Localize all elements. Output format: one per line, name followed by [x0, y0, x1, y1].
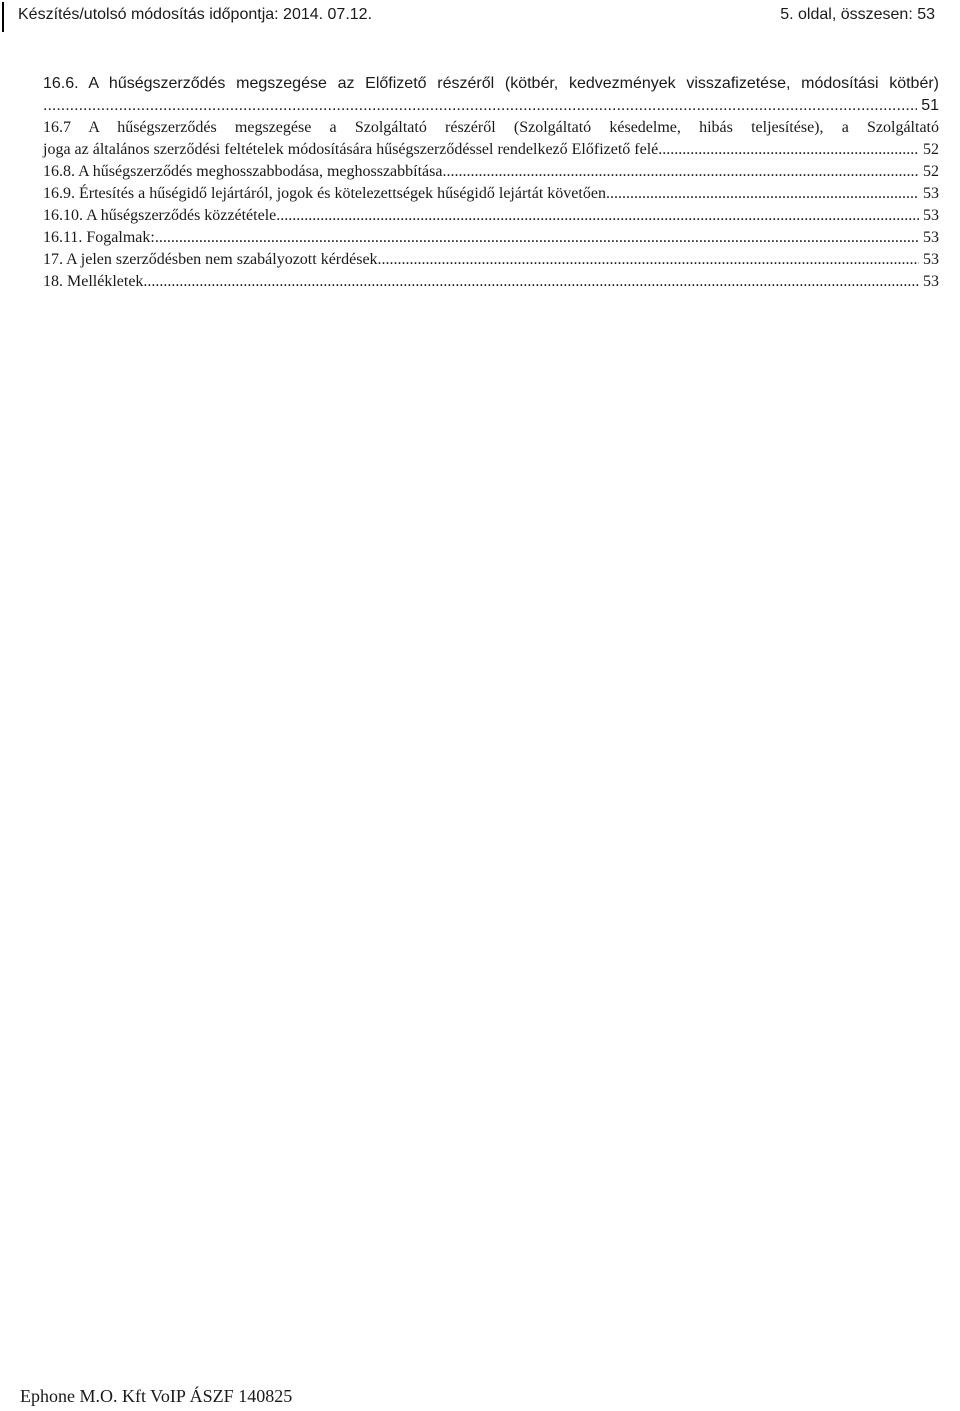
toc-entry-17[interactable] [43, 249, 939, 271]
page-footer: Ephone M.O. Kft VoIP ÁSZF 140825 [20, 1386, 293, 1406]
toc-page-number: 53 [923, 273, 939, 290]
toc-entry-16-6[interactable] [43, 73, 939, 117]
toc-page-number: 52 [923, 141, 939, 158]
header-change-bar [2, 2, 4, 32]
toc-entry-title: 16.6. A hűségszerződés megszegése az Előfizető részéről (kötbér, kedvezmények visszafizetése, módosítási kötbér) [43, 75, 939, 92]
toc-entry-title: 16.8. A hűségszerződés meghosszabbodása, meghosszabbítása [43, 163, 443, 180]
toc-leader-dots [143, 271, 919, 293]
toc-page-number: 53 [923, 185, 939, 202]
toc-page-number: 53 [923, 251, 939, 268]
toc-page-number: 53 [923, 229, 939, 246]
toc-entry-16-8[interactable] [43, 161, 939, 183]
toc-leader-dots [442, 161, 919, 183]
toc-page-number: 51 [921, 97, 939, 114]
toc-leader-dots [378, 249, 919, 271]
toc-leader-dots [606, 183, 919, 205]
toc-entry-title: 17. A jelen szerződésben nem szabályozott kérdések [43, 251, 378, 268]
toc-page-number: 52 [923, 163, 939, 180]
toc-entry-16-7[interactable] [43, 117, 939, 161]
table-of-contents [43, 73, 939, 293]
toc-entry-title: 16.7 A hűségszerződés megszegése a Szolgáltató részéről (Szolgáltató késedelme, hibás teljesítése), a Szolgáltató [43, 119, 939, 136]
toc-entry-title: 16.11. Fogalmak: [43, 229, 155, 246]
toc-entry-18[interactable] [43, 271, 939, 293]
toc-leader-dots [155, 227, 919, 249]
header-page-counter: 5. oldal, összesen: 53 [780, 6, 935, 23]
toc-entry-title-continued: joga az általános szerződési feltételek módosítására hűségszerződéssel rendelkező Előfizető felé [43, 141, 659, 158]
toc-entry-title: 18. Mellékletek [43, 273, 144, 290]
toc-entry-16-11[interactable] [43, 227, 939, 249]
header-modification-date: Készítés/utolsó módosítás időpontja: 2014. 07.12. [18, 6, 373, 23]
toc-entry-16-9[interactable] [43, 183, 939, 205]
toc-entry-16-10[interactable] [43, 205, 939, 227]
toc-leader-dots [276, 205, 919, 227]
toc-page-number: 53 [923, 207, 939, 224]
toc-entry-title: 16.10. A hűségszerződés közzététele [43, 207, 277, 224]
toc-leader-dots [43, 95, 917, 117]
toc-leader-dots [658, 139, 919, 161]
page-header [0, 0, 960, 34]
toc-entry-title: 16.9. Értesítés a hűségidő lejártáról, jogok és kötelezettségek hűségidő lejártát követően [43, 185, 606, 202]
